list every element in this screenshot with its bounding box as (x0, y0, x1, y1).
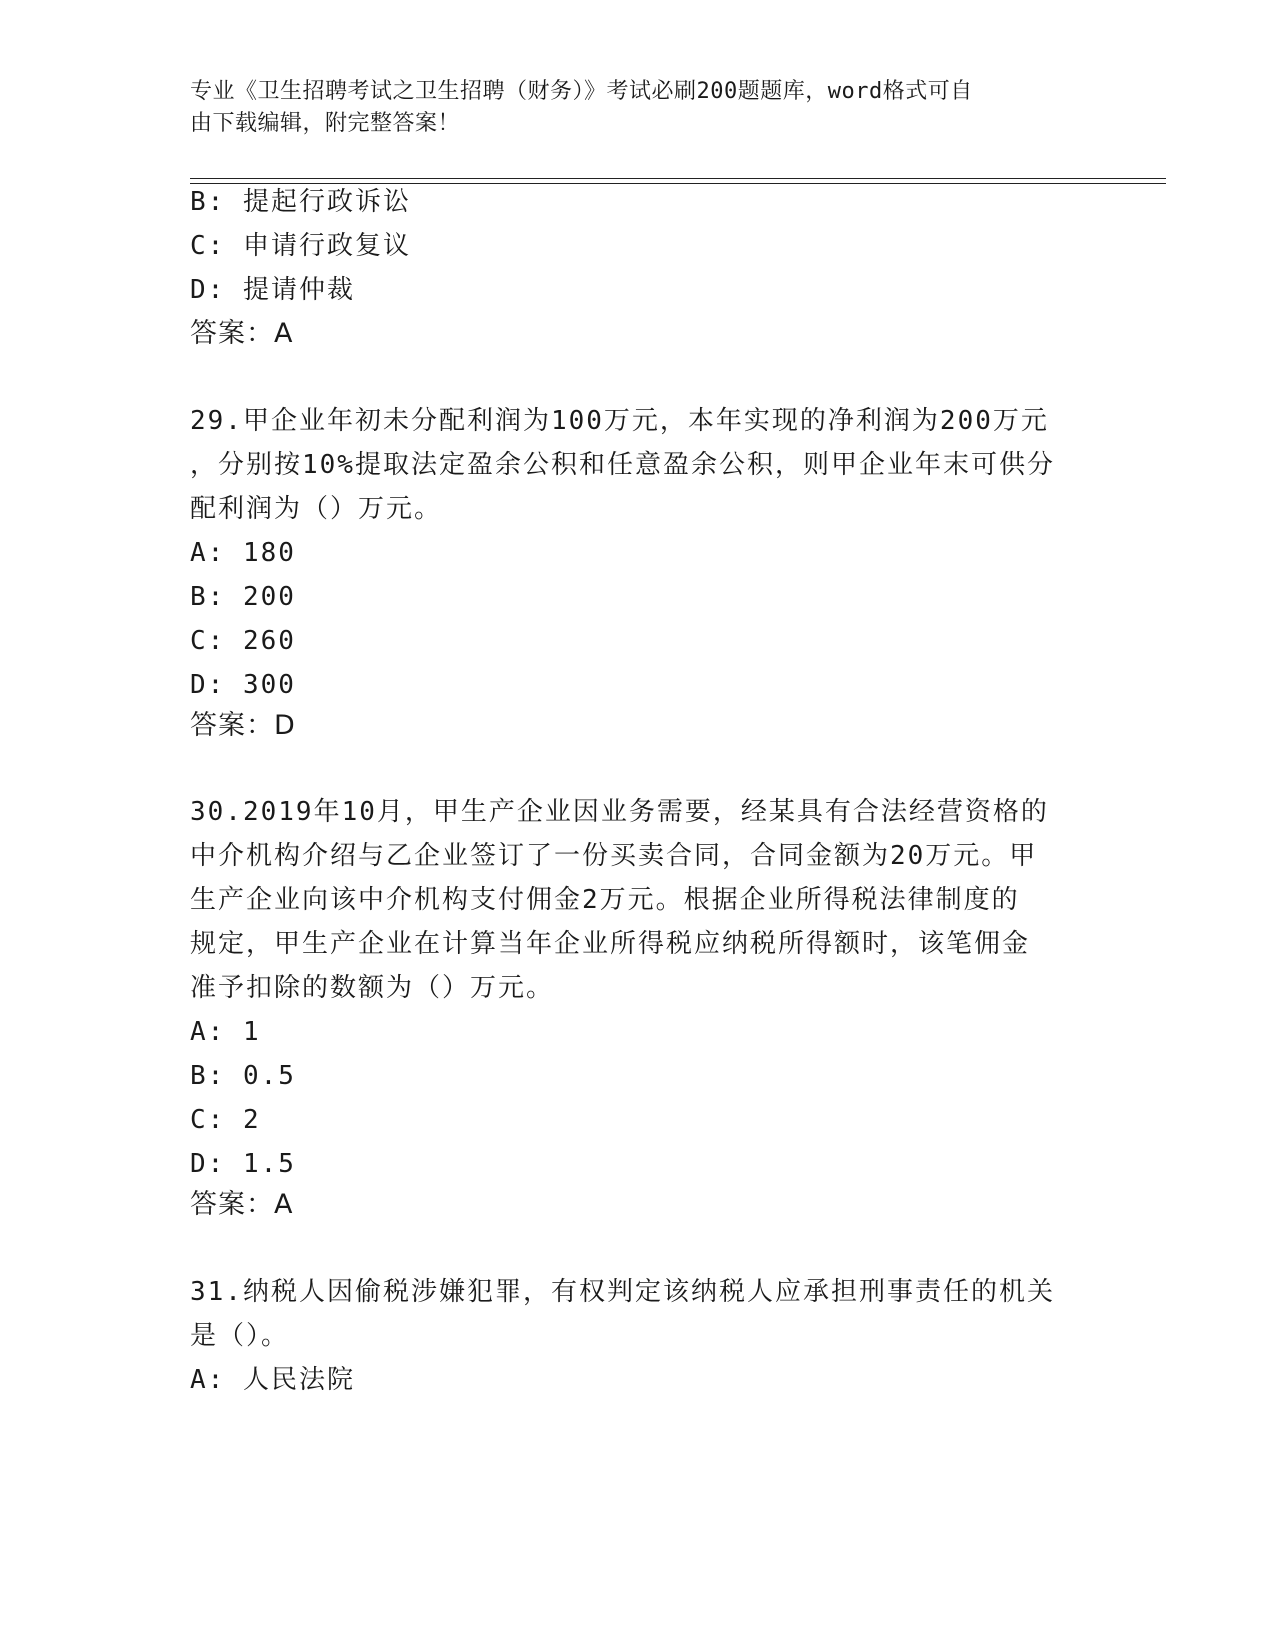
q30-option-c: C: 2 (190, 1105, 261, 1135)
q31-stem-line-2: 是（）。 (190, 1321, 290, 1351)
q30-stem-line-1: 30.2019年10月，甲生产企业因业务需要，经某具有合法经营资格的 (190, 797, 1049, 827)
q28-option-d: D: 提请仲裁 (190, 275, 355, 305)
q30-stem-line-5: 准予扣除的数额为（）万元。 (190, 973, 555, 1003)
q31-option-a: A: 人民法院 (190, 1365, 355, 1395)
q29-option-c: C: 260 (190, 626, 296, 656)
q29-stem-line-3: 配利润为（）万元。 (190, 494, 443, 524)
q30-answer: 答案：A (190, 1189, 294, 1220)
header-line-2: 由下载编辑，附完整答案！ (190, 111, 461, 136)
q29-stem-line-1: 29.甲企业年初未分配利润为100万元，本年实现的净利润为200万元 (190, 406, 1049, 436)
q30-stem-line-2: 中介机构介绍与乙企业签订了一份买卖合同，合同金额为20万元。甲 (190, 841, 1038, 871)
q28-option-b: B: 提起行政诉讼 (190, 187, 411, 217)
header-divider-top (190, 178, 1166, 179)
q28-answer: 答案：A (190, 318, 294, 349)
q30-stem-line-3: 生产企业向该中介机构支付佣金2万元。根据企业所得税法律制度的 (190, 885, 1020, 915)
q28-option-c: C: 申请行政复议 (190, 231, 411, 261)
q30-stem-line-4: 规定，甲生产企业在计算当年企业所得税应纳税所得额时，该笔佣金 (190, 929, 1031, 959)
header-divider-bottom (190, 183, 1166, 184)
q30-option-a: A: 1 (190, 1017, 261, 1047)
q29-stem-line-2: ，分别按10%提取法定盈余公积和任意盈余公积，则甲企业年末可供分 (190, 450, 1055, 480)
q31-stem-line-1: 31.纳税人因偷税涉嫌犯罪，有权判定该纳税人应承担刑事责任的机关 (190, 1277, 1055, 1307)
q30-option-b: B: 0.5 (190, 1061, 296, 1091)
q29-option-d: D: 300 (190, 670, 296, 700)
q29-option-a: A: 180 (190, 538, 296, 568)
header-line-1: 专业《卫生招聘考试之卫生招聘（财务）》考试必刷200题题库，word格式可自 (190, 79, 973, 104)
document-header (190, 76, 1070, 140)
q29-answer: 答案：D (190, 710, 296, 741)
q29-option-b: B: 200 (190, 582, 296, 612)
q30-option-d: D: 1.5 (190, 1149, 296, 1179)
